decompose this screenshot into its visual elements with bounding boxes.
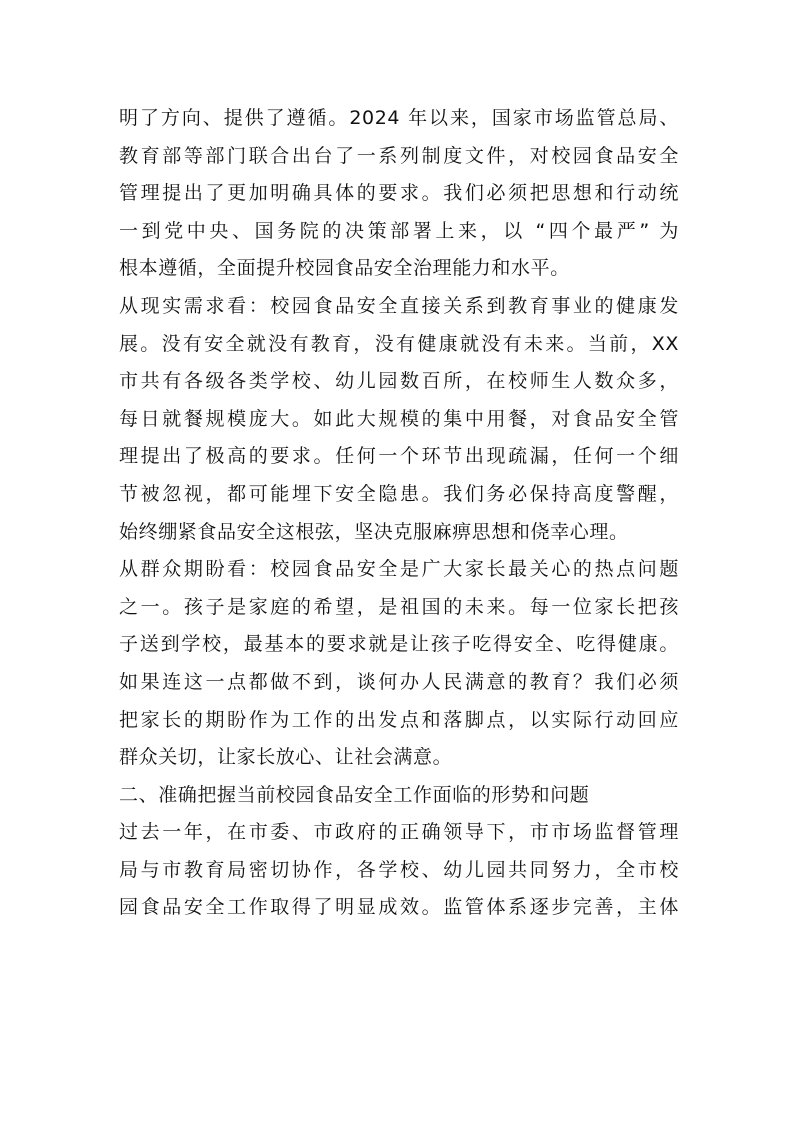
section-heading: 二、准确把握当前校园食品安全工作面临的形势和问题: [119, 783, 590, 806]
text-line: 局与市教育局密切协作，各学校、幼儿园共同努力，全市校: [119, 858, 679, 881]
text-line: 子送到学校，最基本的要求就是让孩子吃得安全、吃得健康。: [119, 633, 679, 656]
body-text: [119, 100, 679, 927]
text-line: 从现实需求看：校园食品安全直接关系到教育事业的健康发: [119, 294, 679, 317]
text-line: 如果连这一点都做不到，谈何办人民满意的教育？我们必须: [119, 670, 679, 693]
text-line: 园食品安全工作取得了明显成效。监管体系逐步完善，主体: [119, 896, 679, 919]
text-line: 群众关切，让家长放心、让社会满意。: [119, 746, 453, 769]
text-line: 之一。孩子是家庭的希望，是祖国的未来。每一位家长把孩: [119, 595, 679, 618]
text-line: 从群众期盼看：校园食品安全是广大家长最关心的热点问题: [119, 558, 679, 581]
text-line: 教育部等部门联合出台了一系列制度文件，对校园食品安全: [119, 144, 679, 167]
text-line: 管理提出了更加明确具体的要求。我们必须把思想和行动统: [119, 182, 679, 205]
text-line: 理提出了极高的要求。任何一个环节出现疏漏，任何一个细: [119, 445, 679, 468]
text-line: 明了方向、提供了遵循。2024 年以来，国家市场监管总局、: [119, 107, 679, 129]
text-line: 始终绷紧食品安全这根弦，坚决克服麻痹思想和侥幸心理。: [119, 520, 629, 543]
text-line: 展。没有安全就没有教育，没有健康就没有未来。当前，XX: [119, 332, 679, 355]
text-line: 过去一年，在市委、市政府的正确领导下，市市场监督管理: [119, 821, 679, 844]
text-line: 市共有各级各类学校、幼儿园数百所，在校师生人数众多，: [119, 370, 679, 393]
text-line: 把家长的期盼作为工作的出发点和落脚点，以实际行动回应: [119, 708, 679, 731]
text-line: 一到党中央、国务院的决策部署上来，以 “四个最严” 为: [119, 219, 679, 242]
text-line: 节被忽视，都可能埋下安全隐患。我们务必保持高度警醒，: [119, 482, 679, 505]
text-line: 根本遵循，全面提升校园食品安全治理能力和水平。: [119, 257, 570, 280]
text-line: 每日就餐规模庞大。如此大规模的集中用餐，对食品安全管: [119, 407, 679, 430]
